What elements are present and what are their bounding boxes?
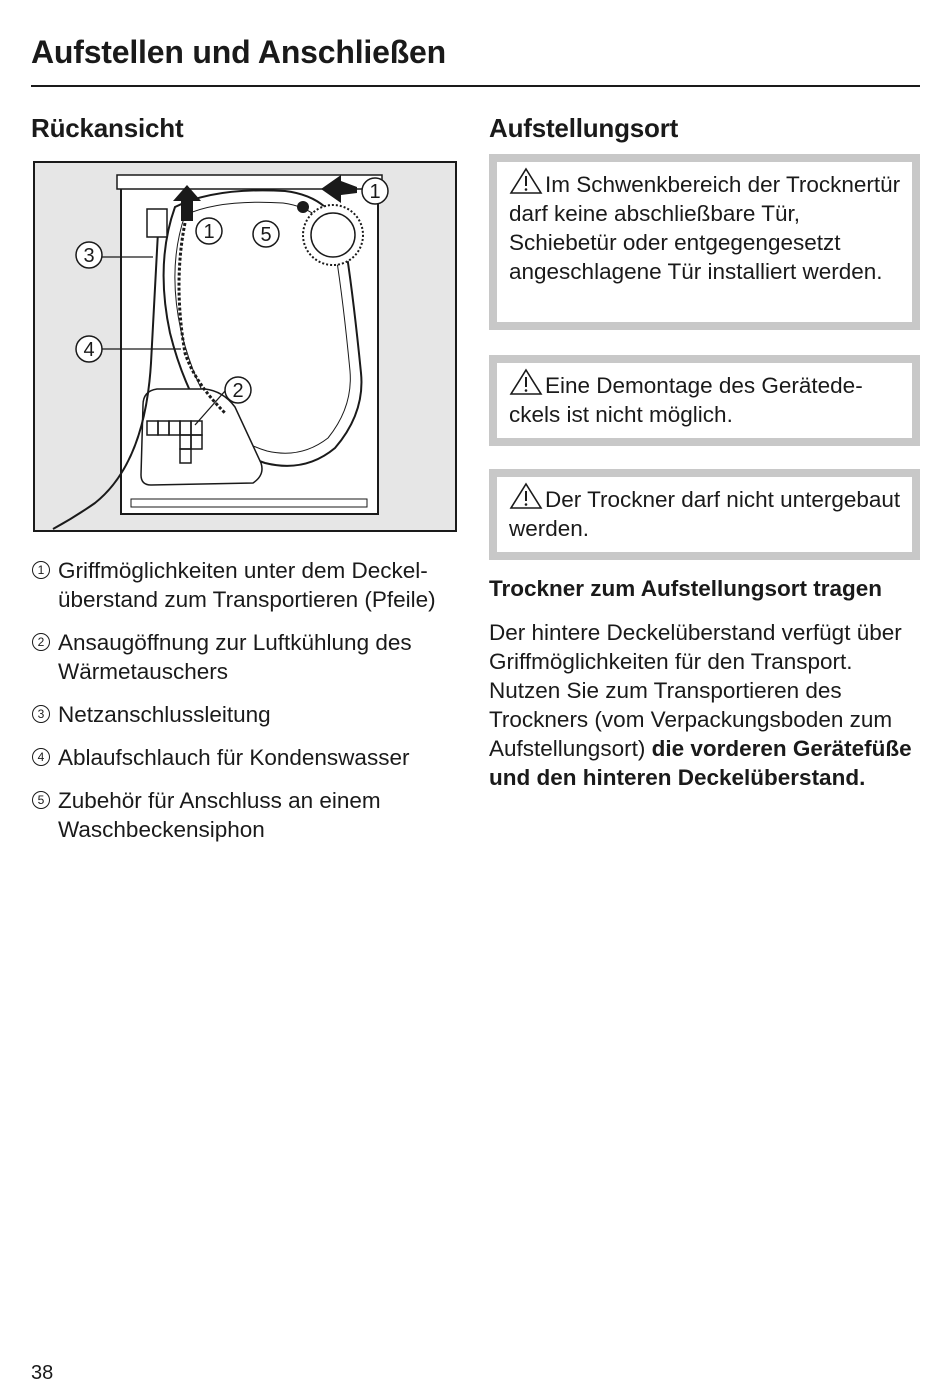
section-heading-location: Aufstellungsort: [489, 113, 679, 143]
warning-text: Eine Demontage des Gerätedeckels ist nicht möglich.: [509, 373, 863, 427]
accessory-disc: [311, 213, 355, 257]
warning-box-lid: [489, 355, 920, 446]
callout-label-2: 2: [232, 380, 244, 402]
rear-view-illustration: [33, 161, 457, 532]
legend-text: Ansaugöffnung zur Luftkühlung des Wärmetauschers: [58, 630, 412, 684]
legend-item: [31, 743, 471, 772]
legend-item: [31, 628, 471, 686]
title-rule: [31, 85, 920, 87]
legend-text: Ablaufschlauch für Kondenswasser: [58, 745, 410, 770]
section-heading-rear-view: Rückansicht: [31, 113, 184, 143]
callout-label-1a: 1: [203, 221, 215, 243]
body-text-plain: Der hintere Deckelüberstand verfügt über Griffmöglichkeiten für den Transport. Nutzen Sie zum Transportieren des Trockners (vom Verpackungsboden zum Aufstellungsort): [489, 620, 902, 761]
page-number: 38: [31, 1362, 54, 1384]
warning-box-door: [489, 154, 920, 330]
figure-legend: [31, 556, 471, 858]
callout-3: [76, 242, 102, 268]
legend-number: 5: [32, 791, 50, 809]
legend-number: 2: [32, 633, 50, 651]
legend-number: 1: [32, 561, 50, 579]
legend-text: Griffmöglichkeiten unter dem Deckelüberstand zum Transportieren (Pfeile): [58, 558, 436, 612]
warning-text: Der Trockner darf nicht untergebaut werden.: [509, 487, 901, 541]
warning-text: Im Schwenkbereich der Trocknertür darf keine abschließbare Tür, Schiebetür oder entgegengesetzt angeschlagene Tür installiert werden.: [509, 172, 901, 284]
legend-text: Zubehör für Anschluss an einem Waschbeckensiphon: [58, 788, 381, 842]
cable-holder: [147, 209, 167, 237]
legend-number: 4: [32, 748, 50, 766]
subheading-carry: Trockner zum Aufstellungsort tragen: [489, 576, 882, 601]
legend-text: Netzanschlussleitung: [58, 702, 271, 727]
callout-5: [253, 221, 279, 247]
callout-label-3: 3: [83, 245, 95, 267]
callout-1-right: [362, 178, 388, 204]
warning-triangle-icon: [509, 167, 543, 195]
callout-1-top: [196, 218, 222, 244]
callout-2: [225, 377, 251, 403]
warning-triangle-icon: [509, 368, 543, 396]
drain-connector: [297, 201, 309, 213]
legend-number: 3: [32, 705, 50, 723]
legend-item: [31, 700, 471, 729]
body-text-bold: die vorderen Gerätefüße und den hinteren Deckelüberstand.: [489, 736, 912, 790]
page-title: Aufstellen und Anschließen: [31, 34, 446, 70]
callout-label-5: 5: [260, 224, 272, 246]
callout-4: [76, 336, 102, 362]
body-paragraph: [489, 618, 920, 792]
warning-triangle-icon: [509, 482, 543, 510]
legend-item: [31, 556, 471, 614]
callout-label-1b: 1: [369, 181, 381, 203]
warning-box-built-in: [489, 469, 920, 560]
callout-label-4: 4: [83, 339, 95, 361]
legend-item: [31, 786, 471, 844]
